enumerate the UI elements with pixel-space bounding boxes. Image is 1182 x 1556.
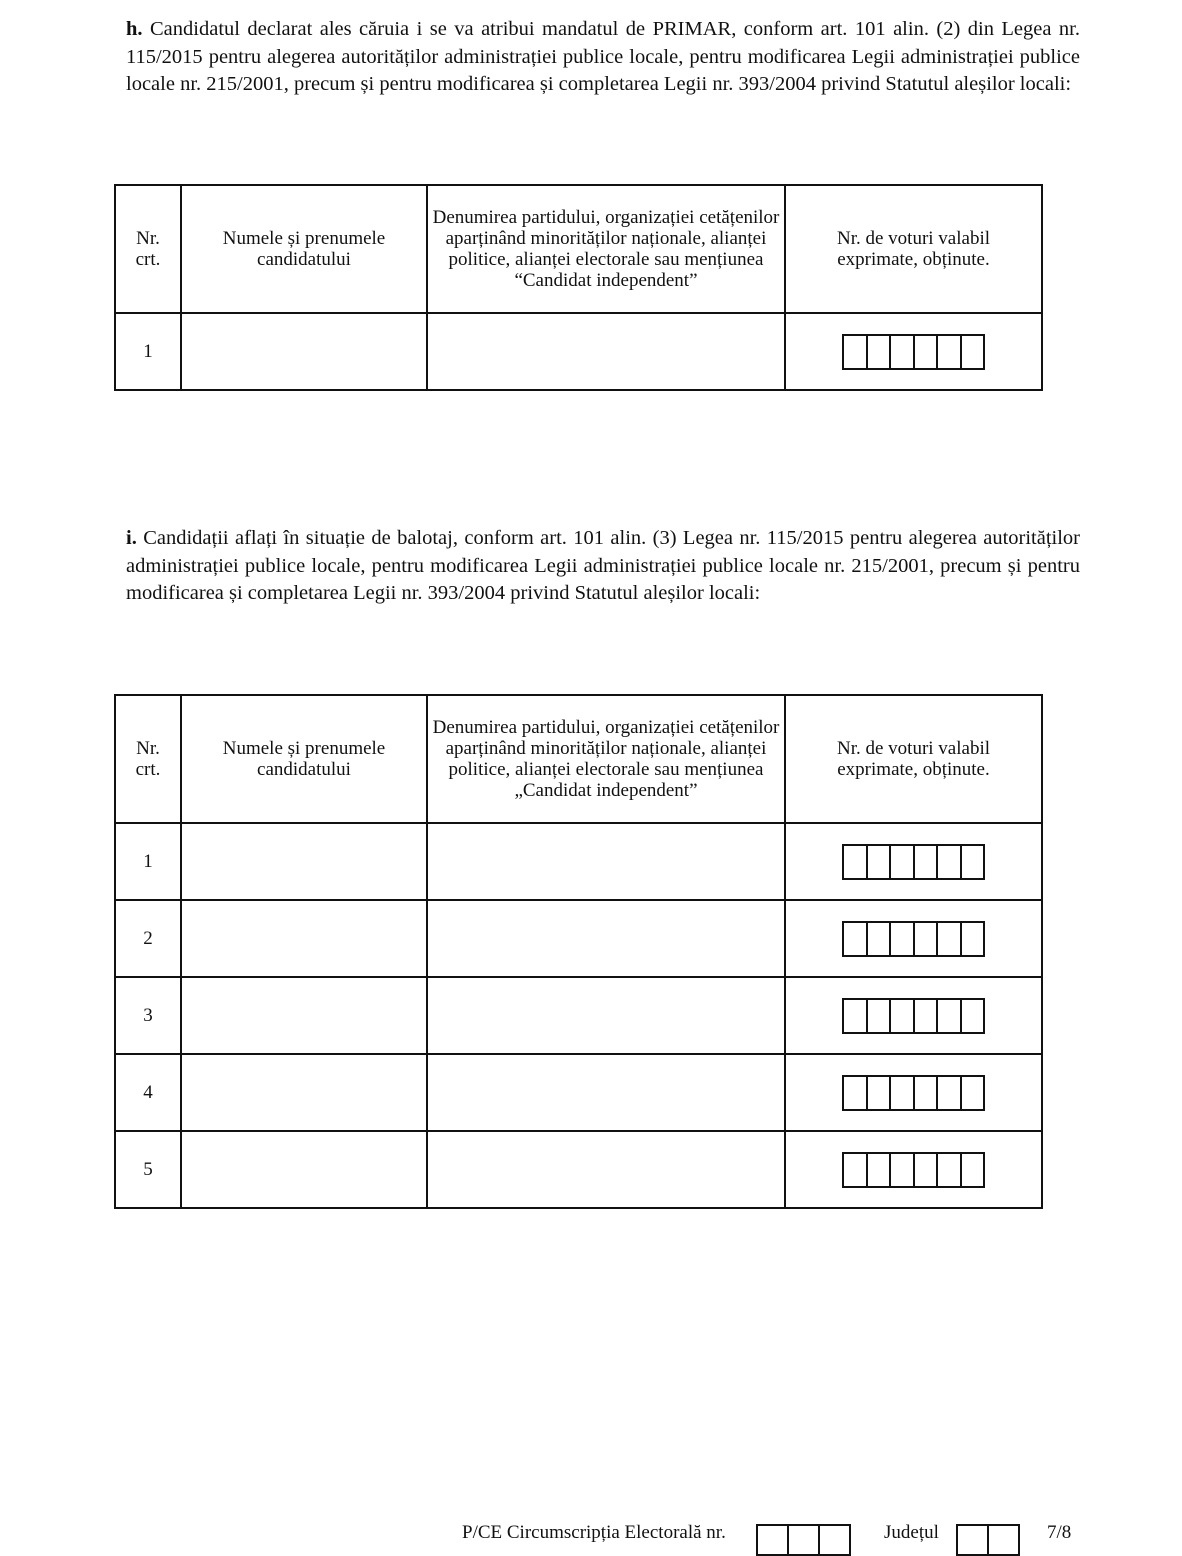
judet-code-boxes[interactable]: [956, 1524, 1020, 1556]
header-partid: Denumirea partidului, organizației cetățenilor aparținând minorităților naționale, alianței politice, alianței electorale sau mențiunea “Candidat independent”: [427, 185, 785, 313]
party-cell[interactable]: [427, 900, 785, 977]
votes-cell[interactable]: [785, 313, 1042, 390]
row-number: 2: [115, 900, 181, 977]
header-voturi: Nr. de voturi valabil exprimate, obținute.: [785, 695, 1042, 823]
vote-digit-boxes[interactable]: [842, 1152, 985, 1188]
header-nume: Numele și prenumele candidatului: [181, 185, 427, 313]
table-header-row: [115, 185, 1042, 313]
header-nr-crt: Nr. crt.: [115, 695, 181, 823]
party-cell[interactable]: [427, 823, 785, 900]
name-cell[interactable]: [181, 823, 427, 900]
party-cell[interactable]: [427, 977, 785, 1054]
row-number: 1: [115, 313, 181, 390]
party-cell[interactable]: [427, 1131, 785, 1208]
circumscriptie-label: P/CE Circumscripția Electorală nr.: [462, 1522, 726, 1543]
votes-cell[interactable]: [785, 1054, 1042, 1131]
name-cell[interactable]: [181, 1131, 427, 1208]
vote-digit-boxes[interactable]: [842, 998, 985, 1034]
party-cell[interactable]: [427, 1054, 785, 1131]
table-header-row: [115, 695, 1042, 823]
table-row: [115, 900, 1042, 977]
section-i-text: Candidații aflați în situație de balotaj, conform art. 101 alin. (3) Legea nr. 115/2015 pentru alegerea autorităților administrației publice locale, pentru modificarea Legii administrației publice locale nr. 215/2001, precum și pentru modificarea și completarea Legii nr. 393/2004 privind Statutul aleșilor locali:: [126, 527, 1081, 604]
table-row: [115, 1131, 1042, 1208]
table-row: [115, 823, 1042, 900]
table-h: [114, 184, 1043, 391]
votes-cell[interactable]: [785, 823, 1042, 900]
circumscriptie-number-boxes[interactable]: [756, 1524, 851, 1556]
section-h-letter: h.: [126, 18, 143, 40]
row-number: 1: [115, 823, 181, 900]
section-i-paragraph: [126, 525, 1080, 608]
section-i-letter: i.: [126, 527, 137, 549]
table-row: [115, 977, 1042, 1054]
row-number: 3: [115, 977, 181, 1054]
name-cell[interactable]: [181, 313, 427, 390]
header-partid: Denumirea partidului, organizației cetățenilor aparținând minorităților naționale, alianței politice, alianței electorale sau mențiunea „Candidat independent”: [427, 695, 785, 823]
vote-digit-boxes[interactable]: [842, 1075, 985, 1111]
row-number: 4: [115, 1054, 181, 1131]
votes-cell[interactable]: [785, 977, 1042, 1054]
party-cell[interactable]: [427, 313, 785, 390]
header-nume: Numele și prenumele candidatului: [181, 695, 427, 823]
votes-cell[interactable]: [785, 1131, 1042, 1208]
section-h-text: Candidatul declarat ales căruia i se va atribui mandatul de PRIMAR, conform art. 101 alin. (2) din Legea nr. 115/2015 pentru alegerea autorităților administrației publice locale, pentru modificarea Legii administrației publice locale nr. 215/2001, precum și pentru modificarea și completarea Legii nr. 393/2004 privind Statutul aleșilor locali:: [126, 18, 1081, 95]
vote-digit-boxes[interactable]: [842, 844, 985, 880]
header-voturi: Nr. de voturi valabil exprimate, obținute.: [785, 185, 1042, 313]
vote-digit-boxes[interactable]: [842, 921, 985, 957]
name-cell[interactable]: [181, 900, 427, 977]
judet-label: Județul: [884, 1522, 939, 1543]
table-row: [115, 1054, 1042, 1131]
table-row: [115, 313, 1042, 390]
vote-digit-boxes[interactable]: [842, 334, 985, 370]
section-h-paragraph: [126, 16, 1080, 99]
name-cell[interactable]: [181, 1054, 427, 1131]
table-i: [114, 694, 1043, 1209]
header-nr-crt: Nr. crt.: [115, 185, 181, 313]
votes-cell[interactable]: [785, 900, 1042, 977]
page-number: 7/8: [1047, 1522, 1072, 1543]
row-number: 5: [115, 1131, 181, 1208]
name-cell[interactable]: [181, 977, 427, 1054]
